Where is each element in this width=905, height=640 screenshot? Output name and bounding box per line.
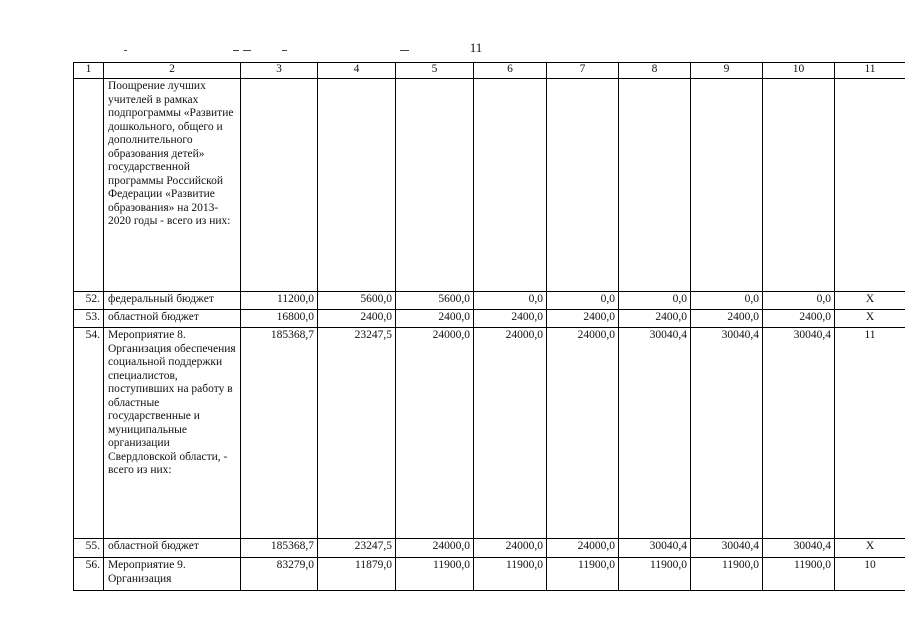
value-cell: 0,0	[474, 292, 547, 310]
value-cell	[691, 79, 763, 292]
value-cell: 0,0	[763, 292, 835, 310]
value-cell: 30040,4	[691, 328, 763, 539]
scan-mark	[124, 50, 127, 51]
value-cell: 16800,0	[241, 310, 318, 328]
row-number	[74, 79, 104, 292]
value-cell: 24000,0	[396, 328, 474, 539]
value-cell: 23247,5	[318, 328, 396, 539]
value-cell: 2400,0	[396, 310, 474, 328]
column-number: 5	[396, 63, 474, 79]
row-number: 52.	[74, 292, 104, 310]
value-cell: 2400,0	[318, 310, 396, 328]
value-cell: X	[835, 310, 905, 328]
value-cell: 185368,7	[241, 539, 318, 558]
value-cell: 2400,0	[763, 310, 835, 328]
row-description: областной бюджет	[104, 310, 241, 328]
value-cell: 30040,4	[763, 539, 835, 558]
value-cell: X	[835, 539, 905, 558]
value-cell: 11900,0	[763, 558, 835, 591]
column-number-row	[74, 63, 905, 79]
row-number: 54.	[74, 328, 104, 539]
value-cell: 11900,0	[547, 558, 619, 591]
scan-mark	[400, 50, 409, 51]
column-number: 2	[104, 63, 241, 79]
value-cell: 30040,4	[619, 328, 691, 539]
value-cell: 11	[835, 328, 905, 539]
value-cell: 0,0	[691, 292, 763, 310]
value-cell: 24000,0	[474, 539, 547, 558]
value-cell: 83279,0	[241, 558, 318, 591]
value-cell: 11900,0	[396, 558, 474, 591]
row-description: федеральный бюджет	[104, 292, 241, 310]
value-cell: X	[835, 292, 905, 310]
value-cell: 23247,5	[318, 539, 396, 558]
value-cell: 2400,0	[474, 310, 547, 328]
value-cell: 11900,0	[619, 558, 691, 591]
table-row	[74, 292, 905, 310]
row-number: 56.	[74, 558, 104, 591]
value-cell: 0,0	[619, 292, 691, 310]
value-cell	[318, 79, 396, 292]
column-number: 7	[547, 63, 619, 79]
scan-mark	[282, 50, 287, 51]
column-number: 11	[835, 63, 905, 79]
column-number: 4	[318, 63, 396, 79]
row-description: Поощрение лучших учителей в рамках подпрограммы «Развитие дошкольного, общего и дополнительного образования детей» государственной программы Российской Федерации «Развитие образования» на 2013-2020 годы - всего из них:	[104, 79, 241, 292]
value-cell: 2400,0	[547, 310, 619, 328]
column-number: 9	[691, 63, 763, 79]
value-cell: 0,0	[547, 292, 619, 310]
table-row	[74, 558, 905, 591]
row-description: Мероприятие 8. Организация обеспечения социальной поддержки специалистов, поступивших на работу в областные государственные и муниципальные организации Свердловской области, - всего из них:	[104, 328, 241, 539]
value-cell: 2400,0	[691, 310, 763, 328]
scan-mark	[233, 50, 239, 51]
value-cell	[763, 79, 835, 292]
value-cell: 5600,0	[396, 292, 474, 310]
table-row	[74, 79, 905, 292]
value-cell: 2400,0	[619, 310, 691, 328]
column-number: 1	[74, 63, 104, 79]
row-number: 55.	[74, 539, 104, 558]
column-number: 6	[474, 63, 547, 79]
column-number: 10	[763, 63, 835, 79]
value-cell: 24000,0	[547, 539, 619, 558]
value-cell: 30040,4	[619, 539, 691, 558]
column-number: 3	[241, 63, 318, 79]
value-cell	[835, 79, 905, 292]
value-cell: 24000,0	[474, 328, 547, 539]
value-cell	[474, 79, 547, 292]
row-number: 53.	[74, 310, 104, 328]
value-cell: 10	[835, 558, 905, 591]
value-cell: 30040,4	[763, 328, 835, 539]
value-cell: 185368,7	[241, 328, 318, 539]
value-cell: 5600,0	[318, 292, 396, 310]
column-number: 8	[619, 63, 691, 79]
value-cell: 11200,0	[241, 292, 318, 310]
row-description: областной бюджет	[104, 539, 241, 558]
page-number: 11	[469, 40, 483, 55]
value-cell: 11900,0	[474, 558, 547, 591]
budget-table	[73, 62, 905, 591]
value-cell: 30040,4	[691, 539, 763, 558]
table-row	[74, 328, 905, 539]
value-cell	[547, 79, 619, 292]
value-cell: 11879,0	[318, 558, 396, 591]
value-cell: 11900,0	[691, 558, 763, 591]
table-row	[74, 539, 905, 558]
value-cell	[396, 79, 474, 292]
scan-mark	[243, 50, 251, 51]
value-cell	[619, 79, 691, 292]
value-cell	[241, 79, 318, 292]
value-cell: 24000,0	[396, 539, 474, 558]
table-row	[74, 310, 905, 328]
value-cell: 24000,0	[547, 328, 619, 539]
row-description: Мероприятие 9. Организация	[104, 558, 241, 591]
